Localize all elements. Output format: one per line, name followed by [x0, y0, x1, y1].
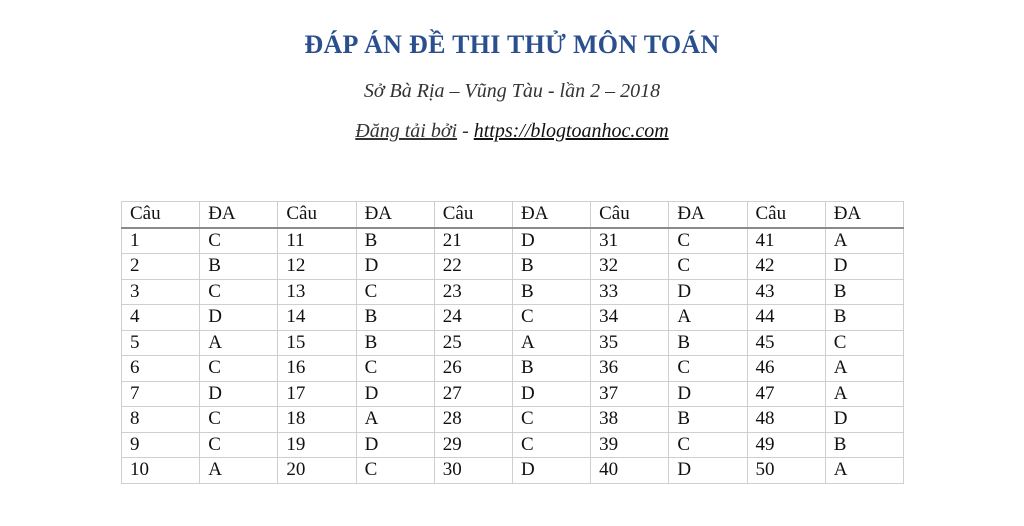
column-header-question: Câu [747, 202, 825, 228]
answer-cell: C [512, 432, 590, 458]
table-header-row [122, 202, 904, 228]
question-number-cell: 42 [747, 254, 825, 280]
question-number-cell: 3 [122, 279, 200, 305]
table-row [122, 330, 904, 356]
question-number-cell: 26 [434, 356, 512, 382]
question-number-cell: 11 [278, 228, 356, 254]
question-number-cell: 28 [434, 407, 512, 433]
question-number-cell: 19 [278, 432, 356, 458]
table-row [122, 228, 904, 254]
question-number-cell: 5 [122, 330, 200, 356]
question-number-cell: 12 [278, 254, 356, 280]
answer-cell: C [200, 356, 278, 382]
answer-cell: B [512, 254, 590, 280]
question-number-cell: 4 [122, 305, 200, 331]
answer-cell: B [512, 356, 590, 382]
question-number-cell: 38 [591, 407, 669, 433]
answer-table-head [122, 202, 904, 228]
answer-cell: D [356, 381, 434, 407]
question-number-cell: 33 [591, 279, 669, 305]
answer-cell: C [669, 356, 747, 382]
question-number-cell: 17 [278, 381, 356, 407]
answer-cell: C [200, 228, 278, 254]
answer-cell: C [200, 407, 278, 433]
answer-cell: C [512, 305, 590, 331]
question-number-cell: 25 [434, 330, 512, 356]
question-number-cell: 30 [434, 458, 512, 484]
column-header-answer: ĐA [356, 202, 434, 228]
question-number-cell: 16 [278, 356, 356, 382]
answer-cell: D [825, 254, 903, 280]
column-header-answer: ĐA [512, 202, 590, 228]
question-number-cell: 23 [434, 279, 512, 305]
question-number-cell: 18 [278, 407, 356, 433]
column-header-question: Câu [278, 202, 356, 228]
answer-cell: A [200, 330, 278, 356]
credit-separator: - [457, 120, 474, 142]
question-number-cell: 50 [747, 458, 825, 484]
answer-cell: B [825, 279, 903, 305]
column-header-question: Câu [591, 202, 669, 228]
question-number-cell: 36 [591, 356, 669, 382]
answer-cell: D [669, 458, 747, 484]
answer-cell: A [200, 458, 278, 484]
column-header-question: Câu [122, 202, 200, 228]
question-number-cell: 6 [122, 356, 200, 382]
answer-cell: C [512, 407, 590, 433]
answer-cell: C [669, 432, 747, 458]
answer-cell: C [669, 254, 747, 280]
page-subtitle: Sở Bà Rịa – Vũng Tàu - lần 2 – 2018 [363, 80, 661, 102]
answer-cell: A [825, 228, 903, 254]
answer-cell: D [200, 381, 278, 407]
table-row [122, 458, 904, 484]
answer-cell: B [669, 407, 747, 433]
answer-cell: A [512, 330, 590, 356]
question-number-cell: 37 [591, 381, 669, 407]
question-number-cell: 48 [747, 407, 825, 433]
credit-line [0, 120, 1024, 143]
question-number-cell: 10 [122, 458, 200, 484]
answer-cell: A [356, 407, 434, 433]
answer-cell: C [825, 330, 903, 356]
question-number-cell: 27 [434, 381, 512, 407]
answer-cell: D [512, 458, 590, 484]
question-number-cell: 35 [591, 330, 669, 356]
table-row [122, 254, 904, 280]
question-number-cell: 15 [278, 330, 356, 356]
answer-cell: B [356, 305, 434, 331]
question-number-cell: 47 [747, 381, 825, 407]
answer-cell: D [669, 381, 747, 407]
question-number-cell: 7 [122, 381, 200, 407]
question-number-cell: 2 [122, 254, 200, 280]
answer-cell: C [356, 279, 434, 305]
answer-cell: D [512, 228, 590, 254]
question-number-cell: 22 [434, 254, 512, 280]
question-number-cell: 34 [591, 305, 669, 331]
question-number-cell: 24 [434, 305, 512, 331]
column-header-answer: ĐA [825, 202, 903, 228]
question-number-cell: 45 [747, 330, 825, 356]
answer-cell: C [356, 356, 434, 382]
answer-cell: A [669, 305, 747, 331]
question-number-cell: 40 [591, 458, 669, 484]
answer-cell: D [669, 279, 747, 305]
answer-table [121, 201, 904, 484]
answer-cell: D [512, 381, 590, 407]
question-number-cell: 9 [122, 432, 200, 458]
answer-cell: C [356, 458, 434, 484]
question-number-cell: 31 [591, 228, 669, 254]
question-number-cell: 20 [278, 458, 356, 484]
question-number-cell: 14 [278, 305, 356, 331]
table-row [122, 356, 904, 382]
column-header-answer: ĐA [669, 202, 747, 228]
table-row [122, 279, 904, 305]
table-row [122, 432, 904, 458]
answer-cell: B [669, 330, 747, 356]
question-number-cell: 44 [747, 305, 825, 331]
table-row [122, 305, 904, 331]
answer-cell: B [200, 254, 278, 280]
answer-cell: B [825, 432, 903, 458]
table-row [122, 407, 904, 433]
question-number-cell: 43 [747, 279, 825, 305]
answer-cell: C [200, 279, 278, 305]
column-header-answer: ĐA [200, 202, 278, 228]
answer-cell: C [200, 432, 278, 458]
question-number-cell: 49 [747, 432, 825, 458]
question-number-cell: 13 [278, 279, 356, 305]
question-number-cell: 29 [434, 432, 512, 458]
answer-cell: B [825, 305, 903, 331]
question-number-cell: 32 [591, 254, 669, 280]
answer-cell: D [200, 305, 278, 331]
answer-cell: D [825, 407, 903, 433]
answer-table-body [122, 228, 904, 484]
blog-link[interactable]: https://blogtoanhoc.com [473, 120, 669, 142]
page-title: ĐÁP ÁN ĐỀ THI THỬ MÔN TOÁN [304, 30, 720, 59]
question-number-cell: 8 [122, 407, 200, 433]
question-number-cell: 1 [122, 228, 200, 254]
credit-prefix: Đăng tải bởi [355, 120, 458, 142]
answer-cell: A [825, 458, 903, 484]
column-header-question: Câu [434, 202, 512, 228]
answer-cell: B [356, 330, 434, 356]
table-row [122, 381, 904, 407]
answer-cell: A [825, 356, 903, 382]
answer-cell: C [669, 228, 747, 254]
answer-cell: B [356, 228, 434, 254]
question-number-cell: 46 [747, 356, 825, 382]
answer-cell: B [512, 279, 590, 305]
question-number-cell: 21 [434, 228, 512, 254]
question-number-cell: 39 [591, 432, 669, 458]
answer-cell: D [356, 432, 434, 458]
answer-cell: A [825, 381, 903, 407]
answer-cell: D [356, 254, 434, 280]
question-number-cell: 41 [747, 228, 825, 254]
